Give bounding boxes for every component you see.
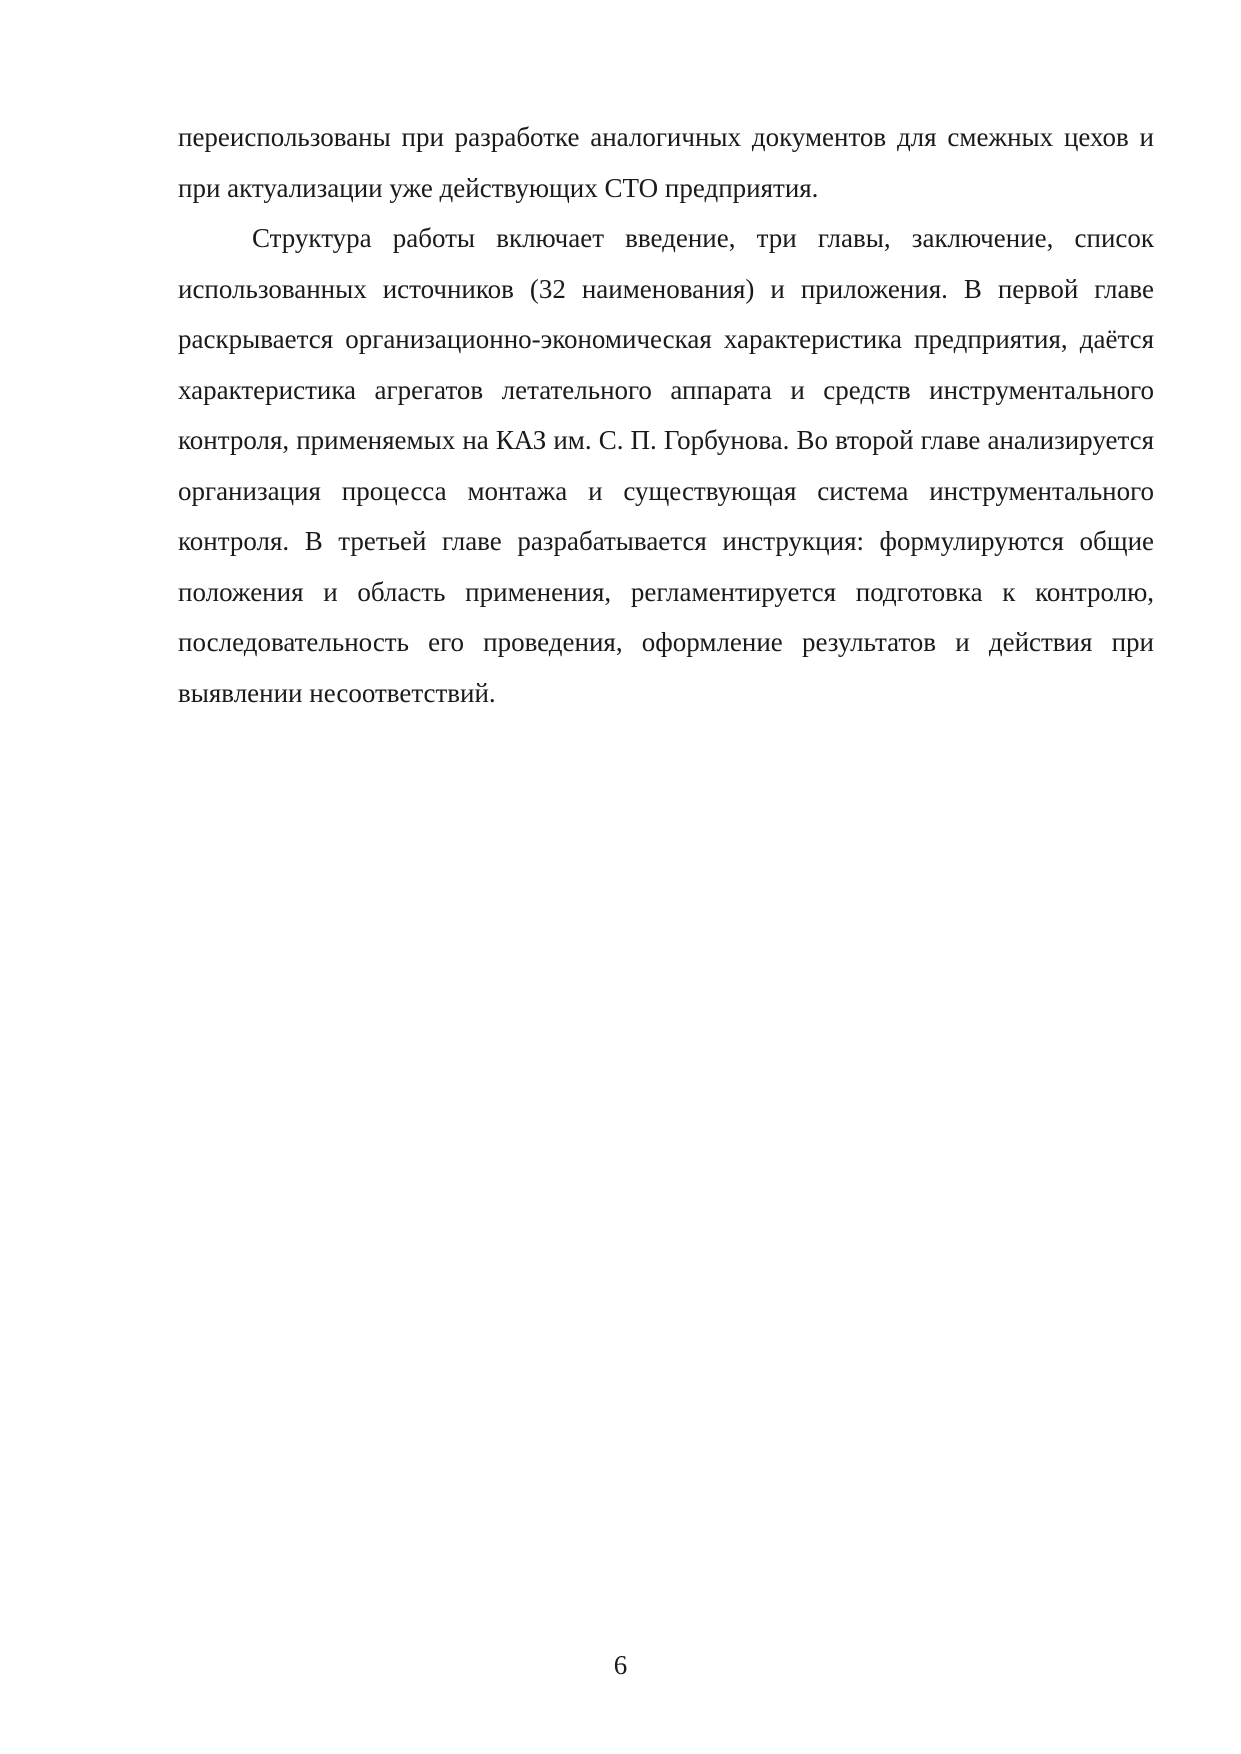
paragraph-continuation: переиспользованы при разработке аналогичных документов для смежных цехов и при актуализации уже действующих СТО предприятия.	[178, 122, 1154, 203]
page-number: 6	[613, 1650, 628, 1680]
paragraph-structure: Структура работы включает введение, три главы, заключение, список использованных источников (32 наименования) и приложения. В первой главе раскрывается организационно-экономическая характеристика предприятия, даётся характеристика агрегатов летательного аппарата и средств инструментального контроля, применяемых на КАЗ им. С. П. Горбунова. Во второй главе анализируется организация процесса монтажа и существующая система инструментального контроля. В третьей главе разрабатывается инструкция: формулируются общие положения и область применения, регламентируется подготовка к контролю, последовательность его проведения, оформление результатов и действия при выявлении несоответствий.	[178, 223, 1154, 708]
page-body	[178, 112, 1154, 718]
